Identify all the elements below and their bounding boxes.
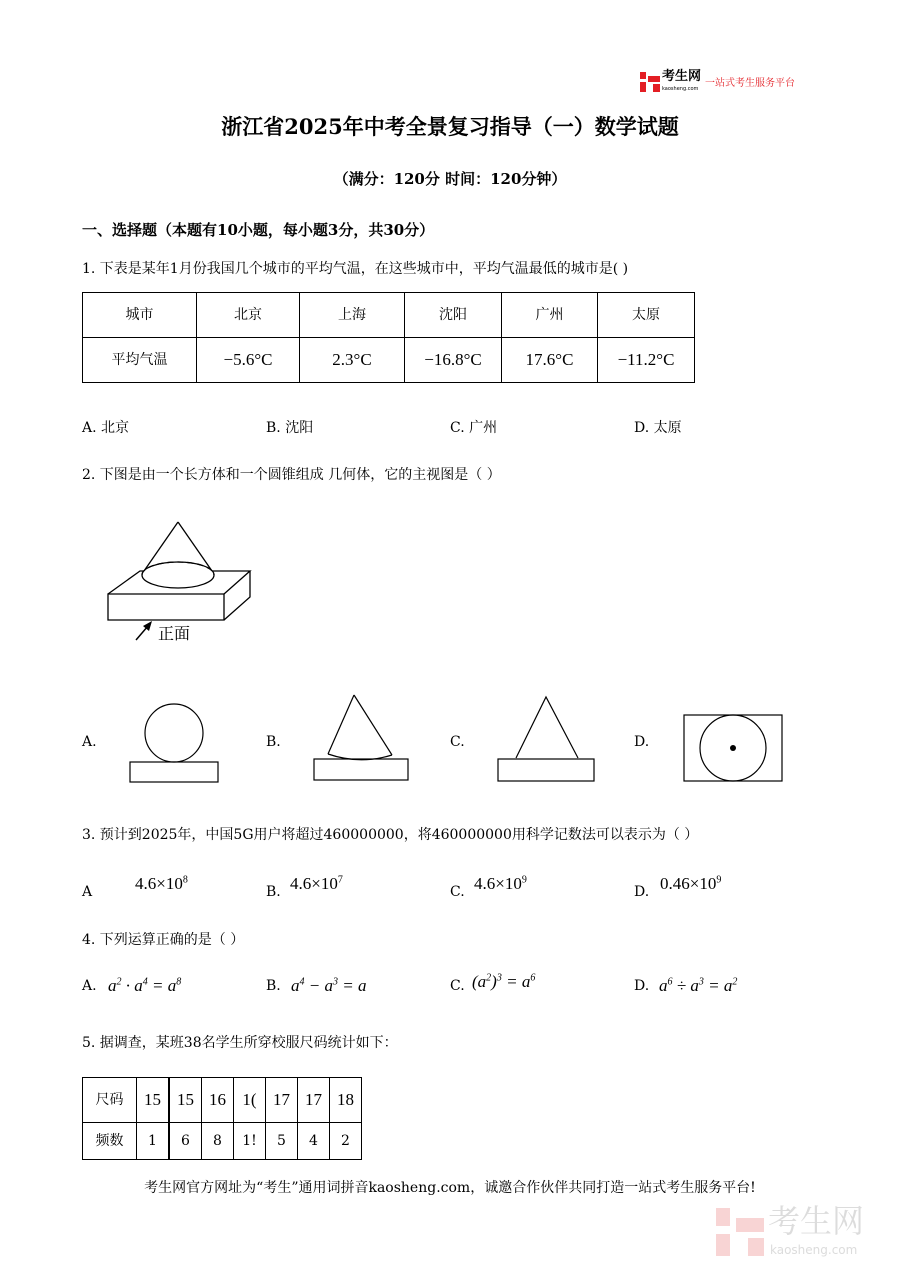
table-cell: 频数: [83, 1123, 137, 1160]
q1-option-d: D. 太原: [634, 420, 682, 436]
arrow-icon: [134, 620, 154, 642]
q4-option-a-formula: $a^2 \cdot a^4 = a^8$: [108, 976, 182, 995]
option-label: A: [82, 884, 93, 900]
table-header: 上海: [300, 293, 405, 338]
q1-option-a: A. 北京: [82, 420, 130, 436]
q2-option-d-figure: [682, 713, 784, 783]
value-exp: 8: [182, 874, 188, 886]
table-header: 17: [266, 1078, 298, 1123]
table-cell: −11.2°C: [598, 338, 695, 383]
table-cell: 1: [137, 1123, 170, 1160]
value-exp: 9: [716, 874, 722, 886]
table-cell: −5.6°C: [197, 338, 300, 383]
solid-figure: [100, 515, 260, 625]
q1-option-c: C. 广州: [450, 420, 498, 436]
watermark-domain: kaosheng.com: [770, 1243, 858, 1257]
table-cell: 2: [330, 1123, 362, 1160]
q4-option-b-formula: $a^4 - a^3 = a$: [291, 976, 367, 995]
value-base: 4.6×10: [290, 874, 338, 893]
tagline: 一站式考生服务平台: [705, 78, 795, 89]
value-base: 4.6×10: [135, 874, 183, 893]
question-5: 5. 据调查，某班38名学生所穿校服尺码统计如下：: [82, 1035, 398, 1051]
subtitle: （满分：120分 时间：120分钟）: [333, 170, 567, 188]
option-label: C.: [450, 884, 465, 900]
question-3: 3. 预计到2025年，中国5G用户将超过460000000，将460000000用科学记数法可以表示为（ ）: [82, 827, 699, 843]
q4-option-d: D.: [634, 978, 650, 994]
table-header: 15: [169, 1078, 202, 1123]
value-exp: 7: [337, 874, 343, 886]
table-header: 太原: [598, 293, 695, 338]
question-4: 4. 下列运算正确的是（ ）: [82, 932, 245, 948]
q3-option-d: [634, 884, 649, 901]
option-label: B.: [266, 884, 281, 900]
q4-option-c: C.: [450, 978, 465, 994]
table-cell: −16.8°C: [405, 338, 502, 383]
table-header: 17: [298, 1078, 330, 1123]
table-header: 北京: [197, 293, 300, 338]
footer-note: 考生网官方网址为“考生”通用词拼音kaosheng.com，诚邀合作伙伴共同打造一站式考生服务平台!: [144, 1180, 756, 1196]
q3-option-b: [266, 884, 281, 901]
logo-text: 考生网: [662, 69, 702, 84]
q2-option-b-figure: [312, 693, 410, 783]
table-header: 城市: [83, 293, 197, 338]
q2-option-b: B.: [266, 734, 281, 750]
logo: [640, 72, 660, 96]
question-1: 1. 下表是某年1月份我国几个城市的平均气温，在这些城市中，平均气温最低的城市是( ): [82, 261, 629, 277]
table-cell: 平均气温: [83, 338, 197, 383]
q2-option-d: D.: [634, 734, 650, 750]
page-title: 浙江省2025年中考全景复习指导（一）数学试题: [221, 114, 679, 139]
table-cell: 17.6°C: [502, 338, 598, 383]
front-label: 正面: [158, 624, 191, 643]
watermark-text: 考生网: [768, 1202, 865, 1240]
q3-option-a-value: [135, 874, 188, 894]
value-base: 4.6×10: [474, 874, 522, 893]
table-cell: 6: [169, 1123, 202, 1160]
section-heading: 一、选择题（本题有10小题，每小题3分，共30分）: [82, 221, 435, 239]
q2-option-a: A.: [82, 734, 97, 750]
logo-domain: kaosheng.com: [662, 86, 699, 92]
table-cell: 1!: [234, 1123, 266, 1160]
table-header: 沈阳: [405, 293, 502, 338]
table-cell: 8: [202, 1123, 234, 1160]
q3-option-d-value: [660, 874, 721, 894]
table-cell: 4: [298, 1123, 330, 1160]
q4-option-c-formula: $(a^2)^3 = a^6$: [472, 972, 536, 991]
q3-option-c-value: [474, 874, 527, 894]
q4-option-b: B.: [266, 978, 281, 994]
table-header: 15: [137, 1078, 170, 1123]
value-exp: 9: [521, 874, 527, 886]
option-label: D.: [634, 884, 650, 900]
table-header: 广州: [502, 293, 598, 338]
watermark-icon: [716, 1208, 764, 1256]
q2-option-c: C.: [450, 734, 465, 750]
table-cell: 2.3°C: [300, 338, 405, 383]
q3-option-a: [82, 884, 92, 901]
q4-option-a: A.: [82, 978, 97, 994]
table-header: 18: [330, 1078, 362, 1123]
q4-option-d-formula: $a^6 \div a^3 = a^2$: [659, 976, 738, 995]
q1-option-b: B. 沈阳: [266, 420, 314, 436]
q3-option-b-value: [290, 874, 343, 894]
table-header: 1(: [234, 1078, 266, 1123]
temperature-table: [82, 292, 695, 383]
question-2: 2. 下图是由一个长方体和一个圆锥组成 几何体，它的主视图是（ ）: [82, 467, 501, 483]
q2-option-c-figure: [496, 694, 596, 784]
q3-option-c: [450, 884, 465, 901]
table-cell: 5: [266, 1123, 298, 1160]
table-header: 尺码: [83, 1078, 137, 1123]
table-header: 16: [202, 1078, 234, 1123]
value-base: 0.46×10: [660, 874, 717, 893]
size-table: [82, 1077, 362, 1160]
logo-icon: [640, 72, 660, 92]
q2-option-a-figure: [128, 702, 220, 784]
